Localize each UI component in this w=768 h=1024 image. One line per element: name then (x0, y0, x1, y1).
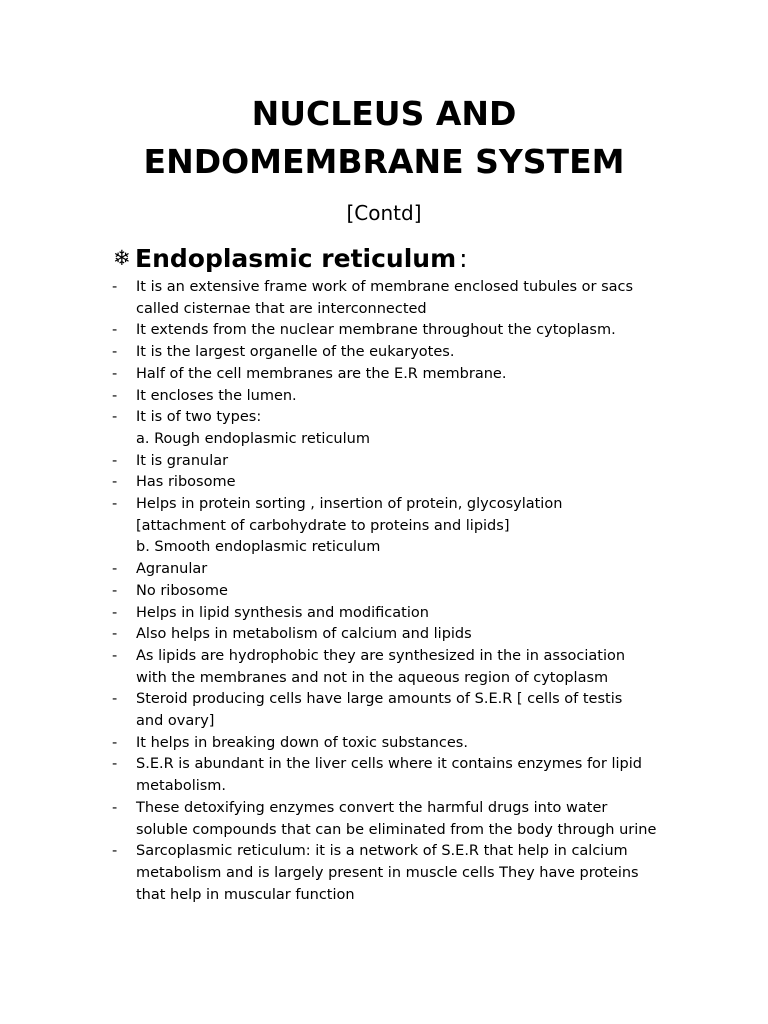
list-item-line: Agranular (136, 561, 208, 578)
list-item (112, 646, 712, 689)
bullet-dash: - (112, 647, 118, 664)
page-title (0, 90, 768, 186)
list-item-line: called cisternae that are interconnected (136, 300, 427, 317)
bullet-dash: - (112, 452, 118, 469)
list-item-line: metabolism. (136, 778, 227, 795)
list-item-line: Sarcoplasmic reticulum: it is a network of S.E.R that help in calcium (136, 843, 628, 860)
list-item-line: Has ribosome (136, 474, 236, 491)
bullet-dash: - (112, 799, 118, 816)
list-item-line: No ribosome (136, 582, 228, 599)
bullet-dash: - (112, 756, 118, 773)
list-item-line: It helps in breaking down of toxic substances. (136, 734, 468, 751)
section-heading-text: Endoplasmic reticulum (135, 244, 457, 273)
bullet-dash: - (112, 843, 118, 860)
list-item-line: S.E.R is abundant in the liver cells where it contains enzymes for lipid (136, 756, 642, 773)
list-item-line: It encloses the lumen. (136, 387, 297, 404)
list-item (112, 451, 712, 473)
list-item-line: that help in muscular function (136, 886, 355, 903)
list-item (112, 364, 712, 386)
bullet-dash: - (112, 691, 118, 708)
bullet-dash: - (112, 734, 118, 751)
bullet-dash: - (112, 279, 118, 295)
list-item-line: These detoxifying enzymes convert the harmful drugs into water (136, 799, 608, 816)
list-item (112, 603, 712, 625)
title-line-1: NUCLEUS AND (251, 94, 517, 133)
section-heading-colon: : (459, 244, 468, 273)
list-item (112, 407, 712, 429)
bullet-dash: - (112, 344, 118, 361)
bullet-dash: - (112, 626, 118, 643)
bullet-dash: - (112, 561, 118, 578)
list-item (112, 386, 712, 408)
subtitle: [Contd] (346, 201, 422, 225)
list-item-line: Half of the cell membranes are the E.R membrane. (136, 365, 507, 382)
list-item-line: with the membranes and not in the aqueous region of cytoplasm (136, 669, 609, 686)
bullet-dash: - (112, 409, 118, 426)
bullet-dash: - (112, 496, 118, 513)
list-item (112, 320, 712, 342)
bullet-dash: - (112, 582, 118, 599)
list-item (112, 624, 712, 646)
list-item (112, 342, 712, 364)
list-item (112, 841, 712, 906)
list-item-line: a. Rough endoplasmic reticulum (136, 430, 370, 447)
sub-heading-item (112, 429, 712, 451)
bullet-dash: - (112, 365, 118, 382)
list-item-line: It is of two types: (136, 409, 262, 426)
list-item (112, 277, 712, 320)
sub-heading-item (112, 537, 712, 559)
snowflake-icon: ❄ (113, 246, 131, 270)
list-item-line: Steroid producing cells have large amounts of S.E.R [ cells of testis (136, 691, 623, 708)
list-item-line: b. Smooth endoplasmic reticulum (136, 539, 381, 556)
bullet-dash: - (112, 474, 118, 491)
section-heading (113, 240, 468, 277)
list-item (112, 754, 712, 797)
bullet-dash: - (112, 322, 118, 339)
list-item-line: Also helps in metabolism of calcium and lipids (136, 626, 472, 643)
list-item-line: It is the largest organelle of the eukaryotes. (136, 344, 455, 361)
list-item-line: It is granular (136, 452, 229, 469)
list-item-line: As lipids are hydrophobic they are synthesized in the in association (136, 647, 626, 664)
title-line-2: ENDOMEMBRANE SYSTEM (143, 142, 625, 181)
list-item-line: Helps in protein sorting , insertion of protein, glycosylation (136, 496, 563, 513)
bullet-list (112, 277, 712, 906)
list-item-line: and ovary] (136, 713, 215, 730)
bullet-dash: - (112, 387, 118, 404)
list-item (112, 581, 712, 603)
list-item (112, 798, 712, 841)
list-item-line: soluble compounds that can be eliminated from the body through urine (136, 821, 657, 838)
list-item-line: [attachment of carbohydrate to proteins and lipids] (136, 517, 510, 534)
bullet-dash: - (112, 604, 118, 621)
list-item-line: It extends from the nuclear membrane throughout the cytoplasm. (136, 322, 616, 339)
list-item (112, 494, 712, 537)
list-item-line: It is an extensive frame work of membrane enclosed tubules or sacs (136, 279, 634, 295)
list-item (112, 559, 712, 581)
list-item (112, 733, 712, 755)
list-item-line: Helps in lipid synthesis and modification (136, 604, 429, 621)
list-item (112, 472, 712, 494)
list-item (112, 689, 712, 732)
list-item-line: metabolism and is largely present in muscle cells They have proteins (136, 864, 639, 881)
